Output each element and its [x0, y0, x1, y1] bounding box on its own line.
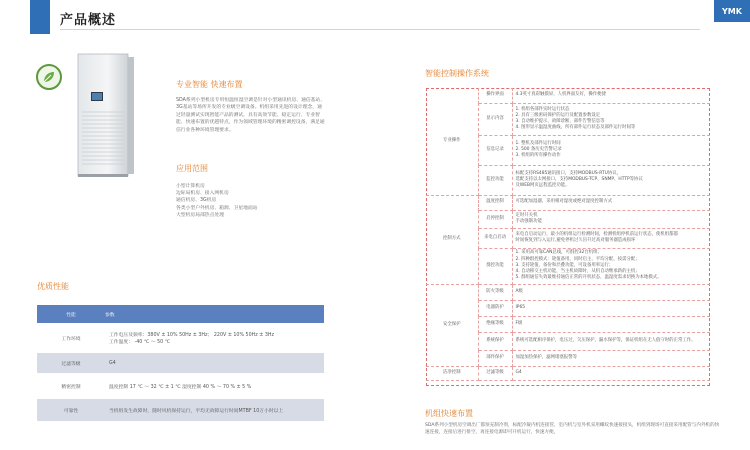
control-line: 1. 整机及部件运行时间 — [515, 140, 561, 146]
application-item: 边际局机房、接入网机房 — [176, 191, 229, 197]
application-item: 通信机房、3G机房 — [176, 198, 217, 204]
control-sub-value — [512, 135, 710, 165]
control-sub-value — [512, 103, 710, 135]
quality-table — [37, 305, 324, 421]
control-sub-value: IP65 — [512, 300, 710, 316]
control-line: 来电自启动运行，最小的机组运行检测时间，检测机组停机前运行状态，使机组都都 — [515, 231, 678, 237]
control-sub-label: 来电自启动 — [478, 228, 512, 248]
quality-col-param: 参数 — [105, 305, 324, 323]
control-line: 1. 采用高可靠CAN总线，可群控32台机组； — [515, 250, 602, 256]
table-row — [426, 88, 710, 103]
control-heading: 智能控制操作系统 — [425, 69, 489, 78]
quality-row-value: G4 — [105, 353, 324, 373]
quality-row-value: 当机组发生故障时，随时风机保持运行，平均无故障运行时间MTBF 10万小时以上 — [105, 399, 324, 421]
control-sub-value — [512, 248, 710, 284]
control-line: 2. 四种群控模式：轮值备用、同时启主、平均分配、按需分配； — [515, 256, 640, 262]
control-sub-value: 可选配加湿器，采用相对湿度或绝对湿度控制方式 — [512, 195, 710, 210]
header-accent-block — [30, 0, 50, 34]
control-sub-value: G4 — [512, 366, 710, 380]
control-sub-value: F级 — [512, 316, 710, 332]
control-sub-value: 4.3英寸真彩触摸屏，人机界面友好，操作便捷 — [512, 88, 710, 103]
control-line: 及WEB网页远程监控功能。 — [515, 183, 570, 189]
control-sub-label: 电器防护 — [478, 300, 512, 316]
control-sub-value — [512, 210, 710, 228]
control-line: 3. 自动维护提示，故障诊断，部件告警信息等 — [515, 119, 605, 124]
control-line: 4. 图形显示温湿度曲线，所有部件运行状态及部件运行时间等 — [515, 125, 636, 131]
control-sub-value: 系统可选配相序保护，电压过、欠压保护，漏水保护等，保证机组在无人值守时的正常工作。 — [512, 332, 710, 350]
table-row — [426, 366, 710, 380]
control-table — [426, 88, 710, 381]
control-sub-label: 过滤等级 — [478, 366, 512, 380]
intro-heading: 专业智能 快速布置 — [176, 80, 243, 89]
control-line: 3. 机组的所有操作动作 — [515, 153, 561, 159]
control-sub-value: A级 — [512, 284, 710, 300]
control-line: 2. 具有三级密码保护的运行及配置参数设定 — [515, 112, 601, 118]
control-sub-label: 启停控制 — [478, 210, 512, 228]
control-sub-label: 系统保护 — [478, 332, 512, 350]
control-line: 5. 群组通信失效最维持通信正常的开机状态，温湿度需求切换为本地模式。 — [515, 275, 662, 281]
quality-row-value — [105, 323, 324, 353]
quality-row-label: 工作环境 — [37, 323, 105, 353]
control-group-label: 专业操作 — [426, 88, 478, 195]
application-item: 大型机房局部热点处理 — [176, 212, 224, 218]
control-sub-value — [512, 165, 710, 195]
control-line: 选配支持以太网接口，支持MODBUS-TCP、SNMP、HTTP等协议 — [515, 176, 643, 182]
control-line: 定时开关机 — [515, 212, 538, 218]
quality-row-value: 温度控制 17 ℃ ～ 32 ℃ ± 1 ℃ 湿度控制 40 % ～ 70 % ± 5 % — [105, 373, 324, 399]
brand-logo: YMK — [714, 0, 750, 22]
table-row — [37, 353, 324, 373]
control-sub-label: 绝缘等级 — [478, 316, 512, 332]
intro-paragraph: SDA系列小型机房专用恒温恒湿空调是针对小型通讯机房、通信基站、3G基站等场所开发的专业级空调设备。机组采用先进的设计理念，通过轻量测试实现智能产品的测试，具有高效节能、稳定运行、专业智能、快速布置的优越特点，作为领域管理环境的精密调控设备，满足通信行业各种环境管理要求。 — [176, 98, 326, 133]
quality-col-label: 性能 — [37, 305, 105, 323]
quality-table-header — [37, 305, 324, 323]
install-paragraph: SDA系列小型机房空调出厂都预充制冷剂，标配冷凝内机连接管，室内机与室外机采用螺纹快速接接头，机组到现场可直接采用配管与内外机的快速连接，连接后进行排空，再连接电源即可开机运行，快速方便。 — [425, 423, 720, 436]
application-list — [176, 183, 326, 219]
control-sub-label: 防火等级 — [478, 284, 512, 300]
control-sub-label: 显示内容 — [478, 103, 512, 135]
application-heading: 应用范围 — [176, 164, 208, 173]
table-row — [37, 373, 324, 399]
control-line: 4. 自动移交主机功能，当主机故障时，从机自动继承新的主机； — [515, 269, 640, 275]
control-line: 标配支持RS485通讯接口，支持MODBUS-RTU协议， — [515, 170, 622, 176]
table-row — [426, 284, 710, 300]
control-group-label: 安全保护 — [426, 284, 478, 366]
quality-row-label: 过滤等级 — [37, 353, 105, 373]
table-row — [37, 399, 324, 421]
control-group-label: 控制方式 — [426, 195, 478, 284]
header-divider — [60, 29, 700, 30]
control-sub-value — [512, 228, 710, 248]
control-sub-label: 部件保护 — [478, 350, 512, 366]
quality-heading: 优质性能 — [37, 282, 69, 291]
control-sub-label: 信息记录 — [478, 135, 512, 165]
quality-row-label: 精密控制 — [37, 373, 105, 399]
control-sub-label: 温度控制 — [478, 195, 512, 210]
control-sub-label: 监控功能 — [478, 165, 512, 195]
page-title: 产品概述 — [60, 13, 117, 28]
control-line: 时间恢复到与入运行,避免停机过久盲升过高对服务器造成损坏 — [515, 238, 636, 243]
install-heading: 机组快速布置 — [425, 409, 473, 418]
control-line: 2. 500 条历史告警记录 — [515, 146, 562, 152]
control-sub-label: 操作界面 — [478, 88, 512, 103]
quality-row-line: 工作温度： -40 ℃ ～ 50 ℃ — [109, 340, 171, 345]
control-sub-value: 加湿加热保护，滤网堵塞报警等 — [512, 350, 710, 366]
control-line: 3. 支持轮值，备份和层叠功能，可设备用率运行； — [515, 262, 614, 268]
eco-leaf-icon — [36, 64, 62, 90]
air-conditioner-cabinet-image — [76, 52, 136, 180]
quality-row-label: 可靠性 — [37, 399, 105, 421]
control-line: 手动强制功能 — [515, 219, 542, 224]
table-row — [37, 323, 324, 353]
quality-row-line: 工作电压及频率：380V ± 10% 50Hz ± 3Hz； 220V ± 10% 50Hz ± 3Hz — [109, 333, 275, 338]
control-sub-label: 群控功能 — [478, 248, 512, 284]
application-item: 小型计算机房 — [176, 184, 205, 189]
control-group-label: 洁净控制 — [426, 366, 478, 380]
application-item: 各类小型户外机房、箱源、卫星地面站 — [176, 205, 258, 211]
control-line: 1. 机组各部件实时运行状态 — [515, 106, 570, 112]
table-row — [426, 195, 710, 210]
